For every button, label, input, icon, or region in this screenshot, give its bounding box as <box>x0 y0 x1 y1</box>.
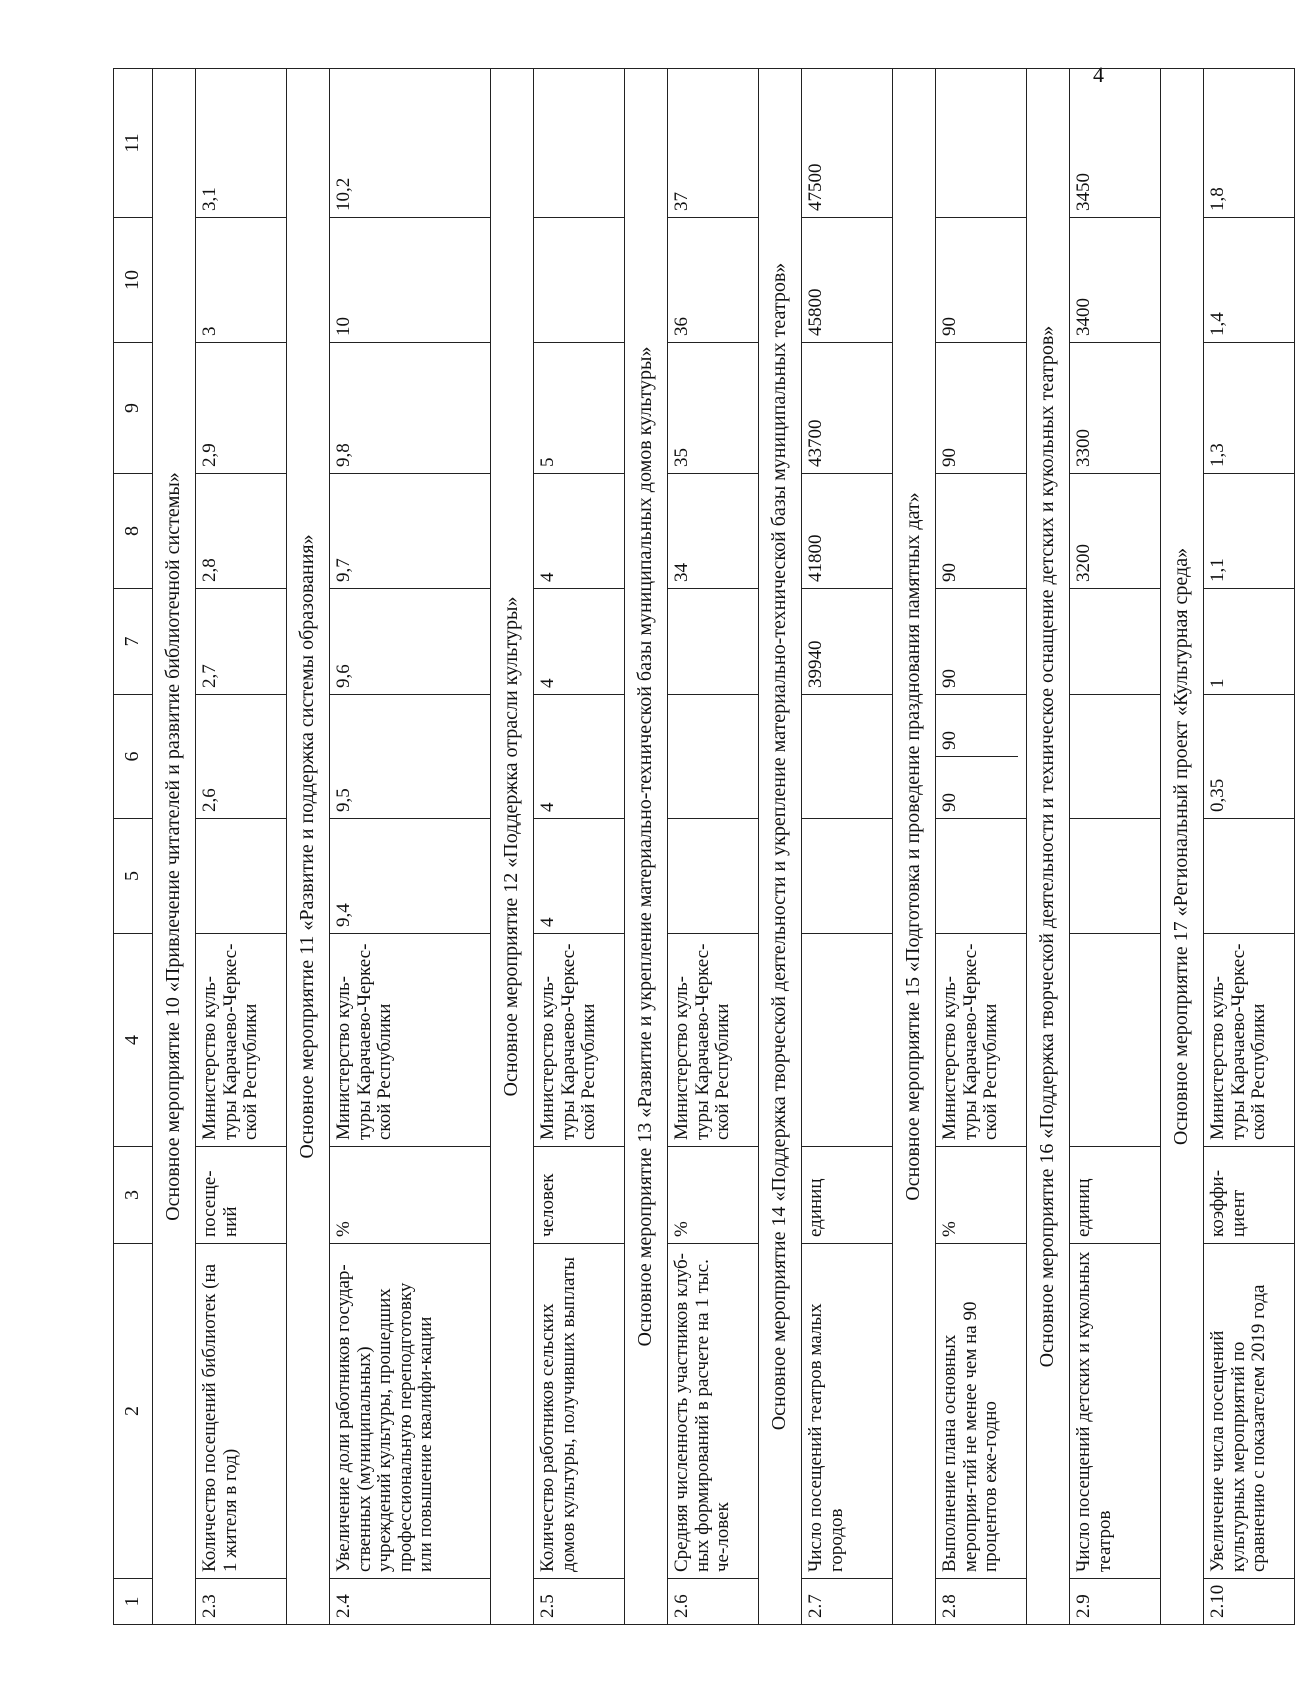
value-cell-v8: 41800 <box>802 474 893 589</box>
responsible-org: Министерство куль-туры Карачаево-Черкес-ской Республики <box>936 934 1027 1147</box>
column-header: 2 <box>114 1244 153 1579</box>
unit: коэффи-циент <box>1204 1147 1295 1244</box>
value-cell-v5 <box>1070 819 1161 934</box>
value-cell-v11 <box>534 69 625 218</box>
value-cell-v6 <box>1070 695 1161 819</box>
section-title: Основное мероприятие 13 «Развитие и укрепление материально-технической базы муниципальных домов культуры» <box>625 69 668 1625</box>
value-cell-v5 <box>802 819 893 934</box>
value-cell-v6 <box>936 695 1027 819</box>
value-cell-v8: 90 <box>936 474 1027 589</box>
value-cell-v10: 3400 <box>1070 218 1161 343</box>
value-cell-v8: 2,8 <box>196 474 287 589</box>
section-title: Основное мероприятие 11 «Развитие и поддержка системы образования» <box>287 69 330 1625</box>
column-header: 4 <box>114 934 153 1147</box>
row-number: 2.5 <box>534 1579 625 1625</box>
table-row <box>668 69 759 1625</box>
value-cell-v11 <box>936 69 1027 218</box>
unit: % <box>330 1147 491 1244</box>
column-header: 3 <box>114 1147 153 1244</box>
table-row <box>1070 69 1161 1625</box>
header-row <box>114 69 153 1625</box>
section-row <box>287 69 330 1625</box>
value-cell-v9: 43700 <box>802 343 893 474</box>
value-cell-v11: 3,1 <box>196 69 287 218</box>
table-row <box>936 69 1027 1625</box>
value-part: 90 <box>939 731 960 750</box>
section-title: Основное мероприятие 16 «Поддержка творческой деятельности и техническое оснащение детских и кукольных театров» <box>1027 69 1070 1625</box>
page-number: 4 <box>1093 62 1104 87</box>
indicator-name: Число посещений театров малых городов <box>802 1244 893 1579</box>
unit: человек <box>534 1147 625 1244</box>
unit: % <box>936 1147 1027 1244</box>
value-cell-v9: 1,3 <box>1204 343 1295 474</box>
column-header: 11 <box>114 69 153 218</box>
value-cell-v10: 10 <box>330 218 491 343</box>
column-header: 6 <box>114 695 153 819</box>
value-cell-v11: 10,2 <box>330 69 491 218</box>
value-cell-v7: 39940 <box>802 589 893 695</box>
responsible-org: Министерство куль-туры Карачаево-Черкес-ской Республики <box>330 934 491 1147</box>
value-cell-v5 <box>668 819 759 934</box>
value-cell-v7: 9,6 <box>330 589 491 695</box>
unit: посеще-ний <box>196 1147 287 1244</box>
indicator-name: Количество работников сельских домов культуры, получивших выплаты <box>534 1244 625 1579</box>
indicator-name: Увеличение числа посещений культурных мероприятий по сравнению с показателем 2019 года <box>1204 1244 1295 1579</box>
value-cell-v9: 3300 <box>1070 343 1161 474</box>
value-cell-v6 <box>802 695 893 819</box>
value-cell-v6: 4 <box>534 695 625 819</box>
section-row <box>491 69 534 1625</box>
value-cell-v9: 2,9 <box>196 343 287 474</box>
value-cell-v10: 45800 <box>802 218 893 343</box>
value-cell-v8: 4 <box>534 474 625 589</box>
responsible-org: Министерство куль-туры Карачаево-Черкес-ской Республики <box>534 934 625 1147</box>
value-cell-v5: 4 <box>534 819 625 934</box>
section-title: Основное мероприятие 14 «Поддержка творческой деятельности и укрепление материально-технической базы муниципальных театров» <box>759 69 802 1625</box>
value-cell-v5: 9,4 <box>330 819 491 934</box>
row-number: 2.6 <box>668 1579 759 1625</box>
responsible-org <box>802 934 893 1147</box>
value-cell-v10: 1,4 <box>1204 218 1295 343</box>
indicators-table <box>113 68 1295 1625</box>
value-part: 90 <box>936 756 1018 818</box>
responsible-org: Министерство куль-туры Карачаево-Черкес-ской Республики <box>1204 934 1295 1147</box>
section-title: Основное мероприятие 12 «Поддержка отрасли культуры» <box>491 69 534 1625</box>
section-row <box>1161 69 1204 1625</box>
value-cell-v8: 3200 <box>1070 474 1161 589</box>
column-header: 10 <box>114 218 153 343</box>
row-number: 2.4 <box>330 1579 491 1625</box>
value-cell-v9: 35 <box>668 343 759 474</box>
value-cell-v8: 9,7 <box>330 474 491 589</box>
value-cell-v7: 90 <box>936 589 1027 695</box>
value-cell-v8: 34 <box>668 474 759 589</box>
value-cell-v10: 3 <box>196 218 287 343</box>
value-cell-v9: 90 <box>936 343 1027 474</box>
row-number: 2.3 <box>196 1579 287 1625</box>
table-row <box>534 69 625 1625</box>
value-cell-v5 <box>936 819 1027 934</box>
value-cell-v11: 47500 <box>802 69 893 218</box>
unit: единиц <box>802 1147 893 1244</box>
indicator-name: Число посещений детских и кукольных театров <box>1070 1244 1161 1579</box>
value-cell-v9: 5 <box>534 343 625 474</box>
value-cell-v5 <box>1204 819 1295 934</box>
value-cell-v11: 1,8 <box>1204 69 1295 218</box>
section-row <box>893 69 936 1625</box>
value-cell-v6: 2,6 <box>196 695 287 819</box>
responsible-org <box>1070 934 1161 1147</box>
value-cell-v6: 0,35 <box>1204 695 1295 819</box>
indicators-table-sheet <box>113 69 1270 1625</box>
indicator-name: Средняя численность участников клуб-ных формирований в расчете на 1 тыс. че-ловек <box>668 1244 759 1579</box>
indicator-name: Выполнение плана основных мероприя-тий не менее чем на 90 процентов еже-годно <box>936 1244 1027 1579</box>
row-number: 2.10 <box>1204 1579 1295 1625</box>
value-cell-v7: 4 <box>534 589 625 695</box>
section-title: Основное мероприятие 15 «Подготовка и проведение празднования памятных дат» <box>893 69 936 1625</box>
row-number: 2.8 <box>936 1579 1027 1625</box>
value-cell-v5 <box>196 819 287 934</box>
value-cell-v6: 9,5 <box>330 695 491 819</box>
unit: единиц <box>1070 1147 1161 1244</box>
column-header: 7 <box>114 589 153 695</box>
unit: % <box>668 1147 759 1244</box>
column-header: 8 <box>114 474 153 589</box>
value-cell-v11: 37 <box>668 69 759 218</box>
value-cell-v7 <box>668 589 759 695</box>
row-number: 2.7 <box>802 1579 893 1625</box>
indicator-name: Количество посещений библиотек (на 1 жителя в год) <box>196 1244 287 1579</box>
responsible-org: Министерство куль-туры Карачаево-Черкес-ской Республики <box>196 934 287 1147</box>
value-cell-v7: 2,7 <box>196 589 287 695</box>
value-cell-v7: 1 <box>1204 589 1295 695</box>
value-cell-v6 <box>668 695 759 819</box>
value-cell-v10: 36 <box>668 218 759 343</box>
section-row <box>1027 69 1070 1625</box>
responsible-org: Министерство куль-туры Карачаево-Черкес-ской Республики <box>668 934 759 1147</box>
value-cell-v9: 9,8 <box>330 343 491 474</box>
value-cell-v8: 1,1 <box>1204 474 1295 589</box>
table-row <box>1204 69 1295 1625</box>
column-header: 1 <box>114 1579 153 1625</box>
value-cell-v11: 3450 <box>1070 69 1161 218</box>
column-header: 5 <box>114 819 153 934</box>
table-row <box>330 69 491 1625</box>
value-cell-v10 <box>534 218 625 343</box>
table-row <box>802 69 893 1625</box>
row-number: 2.9 <box>1070 1579 1161 1625</box>
table-row <box>196 69 287 1625</box>
section-row <box>625 69 668 1625</box>
value-cell-v10: 90 <box>936 218 1027 343</box>
section-title: Основное мероприятие 17 «Региональный проект «Культурная среда» <box>1161 69 1204 1625</box>
section-row <box>759 69 802 1625</box>
section-title: Основное мероприятие 10 «Привлечение читателей и развитие библиотечной системы» <box>153 69 196 1625</box>
column-header: 9 <box>114 343 153 474</box>
indicator-name: Увеличение доли работников государ-ственных (муниципальных) учреждений культуры, прошедших профессиональную переподготовку или повышение квалифи-кации <box>330 1244 491 1579</box>
value-cell-v7 <box>1070 589 1161 695</box>
section-row <box>153 69 196 1625</box>
